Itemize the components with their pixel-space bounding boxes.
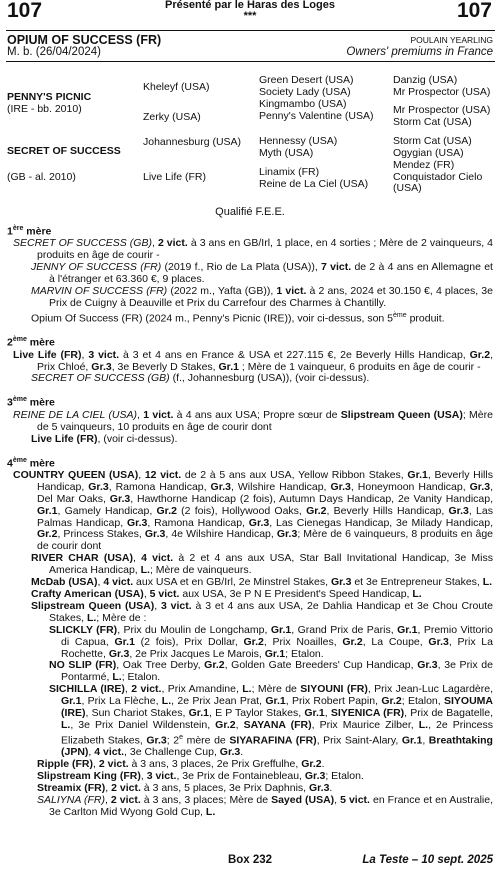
pedigree-gen3-ssd: Society Lady (USA) — [259, 86, 351, 98]
pedigree-gen2-ds: Johannesburg (USA) — [143, 136, 242, 148]
grandchild-ripple: Ripple (FR), 2 vict. à 3 ans, 3 places, 2e Prix Greffulhe, Gr.2. — [37, 758, 325, 771]
pedigree-gen3-dds: Linamix (FR) — [259, 166, 320, 178]
first-dam-produce-1: JENNY OF SUCCESS (FR) (2019 f., Rio de La Plata (USA)), 7 vict. de 2 à 4 ans en Allemagne et à l'étranger et 63.360 €, 9 places. — [31, 261, 493, 286]
horse-details: M. b. (26/04/2024) — [7, 46, 101, 58]
lot-number-left: 107 — [7, 0, 43, 22]
pedigree-gen3-sds: Kingmambo (USA) — [259, 98, 347, 110]
grandchild-saliyna: SALIYNA (FR), 2 vict. à 3 ans, 3 places; Mère de Sayed (USA), 5 vict. en France et en Australie, 3e Carlton Mid Wyong Gold Cup, L. — [37, 793, 493, 818]
first-dam-produce-2: MARVIN OF SUCCESS (FR) (2022 m., Yafta (GB)), 1 vict. à 2 ans, 2024 et 30.150 €, 4 places, 3e Prix de Cuigny à Deauville et Prix du Carrefour des Charmes à Chantilly. — [31, 285, 493, 309]
grandchild-slipstream-king: Slipstream King (FR), 3 vict., 3e Prix de Fontainebleau, Gr.3; Etalon. — [37, 770, 364, 783]
family-record — [7, 223, 493, 819]
pedigree-gen4-ssss: Danzig (USA) — [393, 74, 458, 86]
third-dam-heading: 3ème mère — [7, 396, 55, 409]
qualification-note: Qualifié F.E.E. — [215, 206, 285, 218]
pedigree-gen3-ddd: Reine de La Ciel (USA) — [259, 178, 369, 190]
pedigree-gen3-dsd: Myth (USA) — [259, 147, 314, 159]
grandchild-no-slip: NO SLIP (FR), Oak Tree Derby, Gr.2, Golden Gate Breeders' Cup Handicap, Gr.3, 3e Prix de Pontarmé, L.; Etalon. — [49, 659, 493, 684]
grandchild-streamix: Streamix (FR), 2 vict. à 3 ans, 5 places, 3e Prix Daphnis, Gr.3. — [37, 781, 333, 794]
first-dam-text: SECRET OF SUCCESS (GB), 2 vict. à 3 ans en GB/Irl, 1 place, en 4 sorties ; Mère de 2 vainqueurs, 4 produits en âge de courir - — [13, 237, 493, 262]
pedigree-gen4-sdsd: Storm Cat (USA) — [393, 116, 472, 128]
owners-premium-note: Owners' premiums in France — [346, 46, 493, 58]
pedigree-gen2-sd: Zerky (USA) — [143, 111, 201, 123]
pedigree-gen4-sdss: Mr Prospector (USA) — [393, 104, 491, 116]
second-dam-produce: SECRET OF SUCCESS (GB) (f., Johannesburg (USA)), (voir ci-dessus). — [31, 372, 370, 385]
header-rule — [6, 30, 495, 31]
page-header — [0, 0, 500, 22]
pedigree-gen4-ddsd: Conquistador Cielo (USA) — [393, 171, 483, 194]
presenter-stars: *** — [243, 10, 257, 22]
fourth-dam-heading: 4ème mère — [7, 456, 55, 469]
third-dam-text: REINE DE LA CIEL (USA), 1 vict. à 4 ans aux USA; Propre sœur de Slipstream Queen (USA); Mère de 5 vainqueurs, 10 produits en âge de courir dont — [13, 408, 493, 433]
lot-number-right: 107 — [456, 0, 492, 22]
fourth-dam-text: COUNTRY QUEEN (USA), 12 vict. de 2 à 5 ans aux USA, Yellow Ribbon Stakes, Gr.1, Beverly Hills Handicap, Gr.3, Ramona Handicap, Gr.3, Wilshire Handicap, Gr.3, Honeymoon Handicap, Gr.3, Del Mar Oaks, Gr.3, Hawthorne Handicap (2 fois), Autumn Days Handicap, 2e Vanity Handicap, Gr.1, Gamely Handicap, Gr.2 (2 fois), Hollywood Oaks, Gr.2, Beverly Hills Handicap, Gr.3, Las Palmas Handicap, Gr.3, Ramona Handicap, Gr.3, Las Cienegas Handicap, 3e Milady Handicap, Gr.2, Princess Stakes, Gr.3, 4e Wilshire Handicap, Gr.3; Mère de 6 vainqueurs, 8 produits en âge de courir dont — [13, 468, 494, 553]
sire-details: (IRE - bb. 2010) — [7, 103, 82, 115]
footer-box-number: Box 232 — [227, 854, 273, 866]
dam-name: SECRET OF SUCCESS — [7, 145, 121, 157]
dam-details: (GB - al. 2010) — [7, 171, 76, 183]
sire-name: PENNY'S PICNIC — [7, 91, 92, 103]
second-dam-heading: 2ème mère — [7, 336, 55, 349]
grandchild-sichilla: SICHILLA (IRE), 2 vict., Prix Amandine, L.; Mère de SIYOUNI (FR), Prix Jean-Luc Lagardère, Gr.1, Prix La Flèche, L., 2e Prix Jean Prat, Gr.1, Prix Robert Papin, Gr.2; Etalon, SIYOUMA (IRE), Sun Chariot Stakes, Gr.1, E P Taylor Stakes, Gr.1, SIYENICA (FR), Prix de Bagatelle, L., 3e Prix Daniel Wildenstein, Gr.2, SAYANA (FR), Prix Maurice Zilber, L., 2e Princess Elizabeth Stakes, Gr.3; 2e mère de SIYARAFINA (FR), Prix Saint-Alary, Gr.1, Breathtaking (JPN), 4 vict., 3e Challenge Cup, Gr.3. — [49, 683, 493, 759]
second-dam-text: Live Life (FR), 3 vict. à 3 et 4 ans en France & USA et 227.115 €, 2e Beverly Hills Handicap, Gr.2, Prix Chloé, Gr.3, 3e Beverly D Stakes, Gr.1 ; Mère de 1 vainqueur, 6 produits en âge de courir - — [13, 348, 493, 373]
fourth-dam-produce-mcdab: McDab (USA), 4 vict. aux USA et en GB/Irl, 2e Minstrel Stakes, Gr.3 et 3e Entrepreneur Stakes, L. — [31, 576, 493, 589]
footer-sale-info: La Teste – 10 sept. 2025 — [362, 854, 493, 866]
pedigree-gen3-dss: Hennessy (USA) — [259, 135, 338, 147]
fourth-dam-produce-crafty-american: Crafty American (USA), 5 vict. aux USA, 3e P N E President's Speed Handicap, L. — [31, 587, 422, 600]
horse-name: OPIUM OF SUCCESS (FR) — [7, 33, 162, 47]
pedigree-gen2-ss: Kheleyf (USA) — [143, 81, 210, 93]
first-dam-heading: 1ère mère — [7, 225, 52, 238]
third-dam-produce: Live Life (FR), (voir ci-dessus). — [31, 432, 178, 445]
pedigree-rule — [6, 61, 495, 62]
first-dam-produce-3: Opium Of Success (FR) (2024 m., Penny's Picnic (IRE)), voir ci-dessus, son 5ème produit. — [31, 311, 445, 325]
fourth-dam-produce-river-char: RIVER CHAR (USA), 4 vict. à 2 et 4 ans aux USA, Star Ball Invitational Handicap, 3e Miss America Handicap, L.; Mère de vainqueurs. — [31, 552, 493, 577]
pedigree-gen3-sdd: Penny's Valentine (USA) — [259, 110, 374, 122]
pedigree-gen4-dsss: Storm Cat (USA) — [393, 135, 472, 147]
horse-category: POULAIN YEARLING — [410, 35, 493, 45]
pedigree-gen3-sss: Green Desert (USA) — [259, 74, 354, 86]
pedigree-gen2-dd: Live Life (FR) — [143, 171, 207, 183]
grandchild-slickly: SLICKLY (FR), Prix du Moulin de Longchamp, Gr.1, Grand Prix de Paris, Gr.1, Premio Vittorio di Capua, Gr.1 (2 fois), Prix Dollar, Gr.2, Prix Noailles, Gr.2, La Coupe, Gr.3, Prix La Rochette, Gr.3, 2e Prix Jacques Le Marois, Gr.1; Etalon. — [49, 623, 494, 660]
presenter-line: Présenté par le Haras des Loges — [165, 0, 335, 11]
pedigree-gen4-sssd: Mr Prospector (USA) — [393, 86, 491, 98]
fourth-dam-produce-slipstream-queen: Slipstream Queen (USA), 3 vict. à 3 et 4 ans aux USA, 2e Dahlia Handicap et 3e Chou Croute Stakes, L.; Mère de : — [31, 599, 493, 624]
pedigree-gen4-dssd: Ogygian (USA) — [393, 147, 464, 159]
pedigree-gen4-ddss: Mendez (FR) — [393, 159, 455, 171]
